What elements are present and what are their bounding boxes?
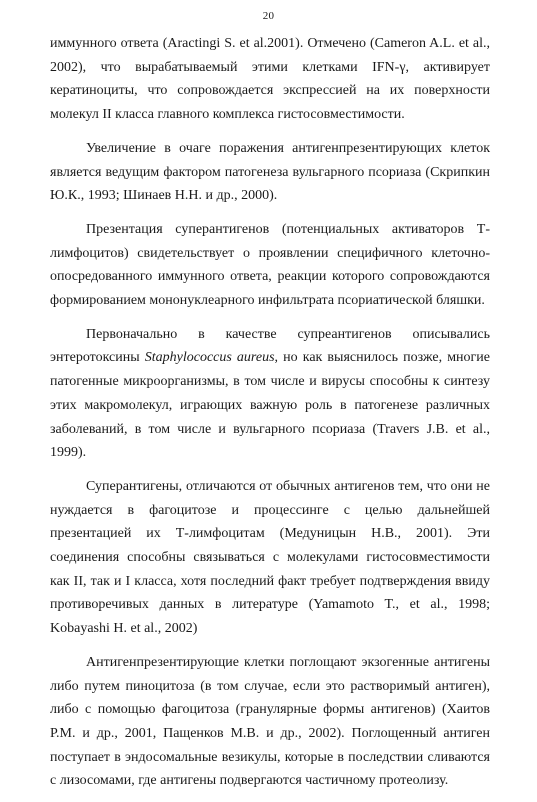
- document-body: [50, 32, 490, 793]
- page-number: 20: [262, 10, 275, 22]
- species-name: Staphylococcus aureus: [144, 350, 275, 366]
- paragraph-3: Презентация суперантигенов (потенциальных активаторов Т-лимфоцитов) свидетельствует о проявлении специфичного клеточно-опосредованного иммунного ответа, реакции которого сопровождаются формированием мононуклеарного инфильтрата псориатической бляшки.: [50, 221, 490, 309]
- paragraph-2: Увеличение в очаге поражения антигенпрезентирующих клеток является ведущим фактором патогенеза вульгарного псориаза (Скрипкин Ю.К., 1993; Шинаев Н.Н. и др., 2000).: [50, 140, 490, 204]
- paragraph-6: Антигенпрезентирующие клетки поглощают экзогенные антигены либо путем пиноцитоза (в том случае, если это растворимый антиген), либо с помощью фагоцитоза (гранулярные формы антигенов) (Хаитов Р.М. и др., 2001, Пащенков М.В. и др., 2002). Поглощенный антиген поступает в эндосомальные везикулы, которые в последствии сливаются с лизосомами, где антигены подвергаются частичному протеолизу.: [50, 654, 490, 789]
- paragraph-4-before: Первоначально в качестве супреантигенов описывались энтеротоксины: [50, 326, 490, 366]
- paragraph-5: Суперантигены, отличаются от обычных антигенов тем, что они не нуждается в фагоцитозе и процессинге с целью дальнейшей презентацией их Т-лимфоцитам (Медуницын Н.В., 2001). Эти соединения способны связываться с молекулами гистосовместимости как II, так и I класса, хотя последний факт требует подтверждения ввиду противоречивых данных в литературе (Yamamoto T., et al., 1998; Kobayashi H. et al., 2002): [50, 478, 490, 637]
- paragraph-4-after: , но как выяснилось позже, многие патогенные микроорганизмы, в том числе и вирусы способны к синтезу этих макромолекул, играющих важную роль в патогенезе различных заболеваний, в том числе и вульгарного псориаза (Travers J.B. et al., 1999).: [50, 350, 490, 461]
- paragraph-4: [50, 323, 490, 465]
- paragraph-1: иммунного ответа (Aractingi S. et al.2001). Отмечено (Cameron A.L. et al., 2002), что вырабатываемый этими клетками IFN-γ, активирует кератиноциты, что сопровождается экспрессией на их поверхности молекул II класса главного комплекса гистосовместимости.: [50, 36, 490, 123]
